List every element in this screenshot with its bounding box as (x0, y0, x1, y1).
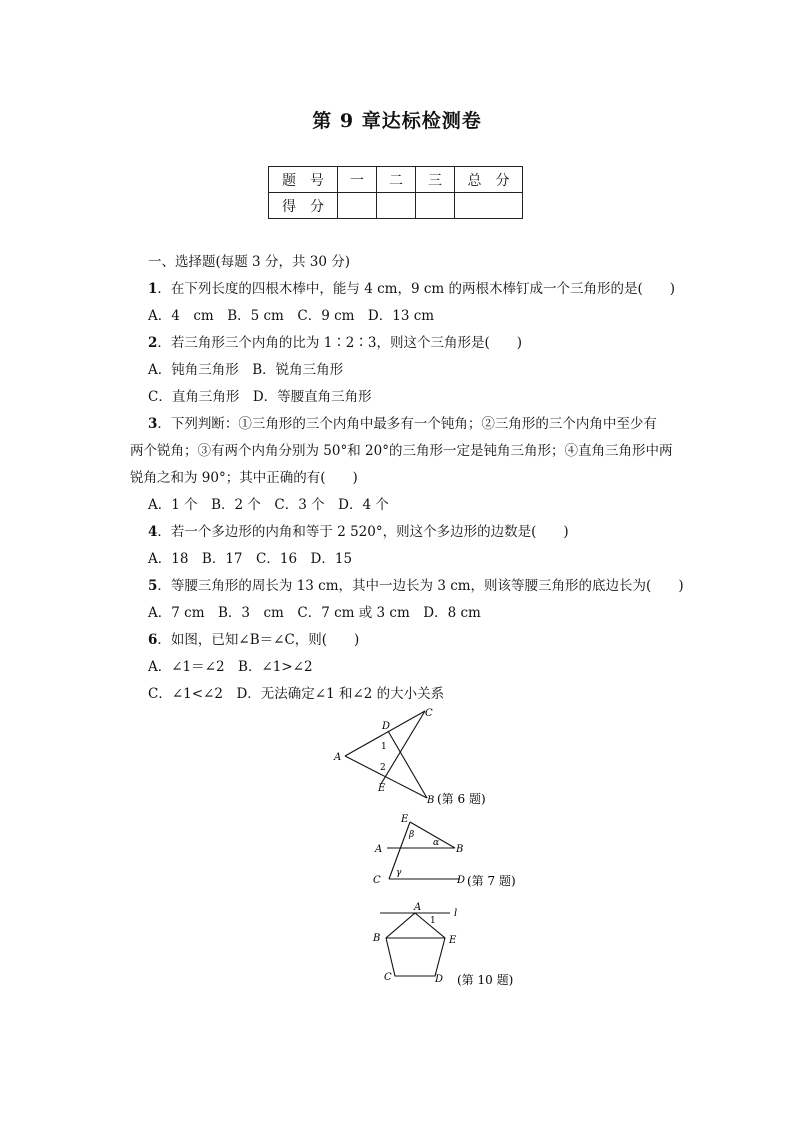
fig7-label-c: C (373, 875, 381, 886)
question-6 (148, 630, 359, 650)
figure-7 (365, 810, 525, 892)
question-number: 5 (148, 578, 158, 594)
score-blank-cell[interactable] (416, 193, 455, 219)
question-3-options: A．1 个 B．2 个 C．3 个 D．4 个 (148, 497, 389, 513)
question-1 (148, 279, 675, 299)
question-6-options-1: A．∠1＝∠2 B．∠1>∠2 (148, 659, 313, 675)
fig10-caption: (第 10 题) (457, 973, 514, 987)
fig10-angle-1: 1 (430, 916, 436, 926)
question-6-options-2: C．∠1<∠2 D．无法确定∠1 和∠2 的大小关系 (148, 686, 445, 702)
question-5 (148, 576, 684, 596)
score-blank-cell[interactable] (377, 193, 416, 219)
score-header-cell: 二 (377, 167, 416, 193)
section-heading: 一、选择题(每题 3 分，共 30 分) (148, 254, 350, 270)
question-2-options-2: C．直角三角形 D．等腰直角三角形 (148, 389, 372, 405)
fig7-label-d: D (457, 875, 466, 886)
fig6-label-a: A (334, 752, 342, 763)
question-1-options: A．4 cm B．5 cm C．9 cm D．13 cm (148, 308, 435, 324)
fig6-angle-1: 1 (381, 742, 387, 752)
score-header-cell: 题 号 (269, 167, 338, 193)
question-stem: ．若三角形三个内角的比为 1∶2∶3，则这个三角形是( ) (157, 335, 522, 351)
fig6-caption: (第 6 题) (437, 792, 486, 806)
score-header-cell: 总 分 (455, 167, 523, 193)
question-number: 1 (148, 281, 158, 297)
figure-6 (325, 700, 505, 810)
question-stem: ．如图，已知∠B＝∠C，则( ) (157, 632, 360, 648)
fig10-label-d: D (435, 974, 444, 985)
question-number: 2 (148, 335, 158, 351)
page-title: 第 9 章达标检测卷 (312, 110, 482, 132)
question-number: 3 (148, 416, 158, 432)
score-blank-cell[interactable] (455, 193, 523, 219)
fig10-label-l: l (454, 908, 458, 919)
fig7-label-a: A (375, 844, 383, 855)
fig7-label-e: E (401, 814, 409, 825)
question-stem: ．若一个多边形的内角和等于 2 520°，则这个多边形的边数是( ) (157, 524, 569, 540)
question-3 (148, 414, 657, 434)
question-3-stem-2: 两个锐角；③有两个内角分别为 50°和 20°的三角形一定是钝角三角形；④直角三角形中两 (130, 443, 673, 459)
figure-10 (365, 898, 535, 993)
score-table (268, 166, 523, 219)
fig6-label-b: B (427, 795, 435, 806)
fig10-label-b: B (373, 933, 381, 944)
question-2 (148, 333, 522, 353)
question-2-options-1: A．钝角三角形 B．锐角三角形 (148, 362, 344, 378)
fig7-label-b: B (456, 844, 464, 855)
fig10-label-c: C (384, 972, 392, 983)
question-number: 4 (148, 524, 158, 540)
score-blank-cell[interactable] (338, 193, 377, 219)
score-row-label: 得 分 (269, 193, 338, 219)
question-4 (148, 522, 569, 542)
question-number: 6 (148, 632, 158, 648)
score-header-cell: 一 (338, 167, 377, 193)
question-5-options: A．7 cm B．3 cm C．7 cm 或 3 cm D．8 cm (148, 605, 481, 621)
fig6-label-d: D (382, 721, 391, 732)
score-table-score-row (269, 193, 523, 219)
question-stem: ．在下列长度的四根木棒中，能与 4 cm，9 cm 的两根木棒钉成一个三角形的是( ) (157, 281, 676, 297)
fig7-angle-beta: β (409, 830, 415, 840)
fig7-angle-alpha: α (433, 838, 440, 848)
question-stem: ．等腰三角形的周长为 13 cm，其中一边长为 3 cm，则该等腰三角形的底边长为( ) (157, 578, 684, 594)
score-header-cell: 三 (416, 167, 455, 193)
question-4-options: A．18 B．17 C．16 D．15 (148, 551, 353, 567)
fig6-label-e: E (378, 783, 386, 794)
fig6-angle-2: 2 (380, 763, 386, 773)
question-stem: ．下列判断：①三角形的三个内角中最多有一个钝角；②三角形的三个内角中至少有 (157, 416, 657, 432)
fig7-angle-gamma: γ (396, 868, 402, 878)
question-3-stem-3: 锐角之和为 90°；其中正确的有( ) (130, 470, 358, 486)
fig10-label-e: E (449, 935, 457, 946)
fig6-label-c: C (425, 708, 433, 719)
fig10-label-a: A (414, 902, 422, 913)
fig7-caption: (第 7 题) (467, 874, 516, 888)
fig10-pentagon (386, 913, 445, 976)
score-table-header-row (269, 167, 523, 193)
